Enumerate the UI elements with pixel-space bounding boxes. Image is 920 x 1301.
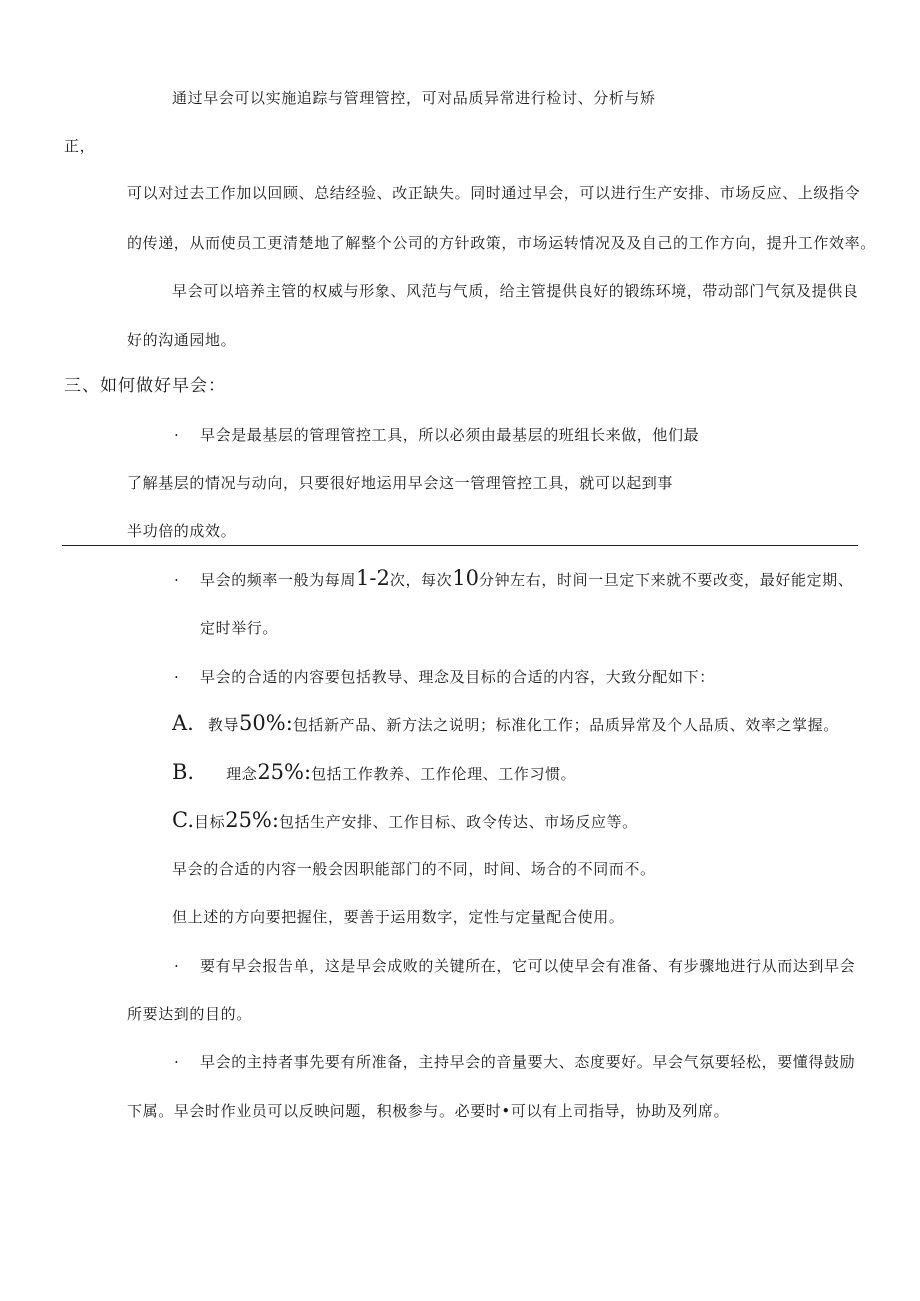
item-text: 包括新产品、新方法之说明；标准化工作；品质异常及个人品质、效率之掌握。	[292, 716, 839, 734]
number: 1-2	[356, 566, 390, 590]
horizontal-rule	[62, 545, 858, 546]
bullet-line: 了解基层的情况与动向，只要很好地运用早会这一管理管控工具，就可以起到事	[127, 474, 674, 492]
bullet-line: 要有早会报告单，这是早会成败的关键所在，它可以使早会有准备、有步骤地进行从而达到早会	[200, 957, 856, 975]
item-letter: C.	[172, 808, 194, 832]
bullet-mark: ·	[174, 1053, 180, 1071]
text-segment: 次，每次	[389, 571, 453, 589]
bullet-line: 所要达到的目的。	[127, 1005, 252, 1023]
bullet-mark: ·	[174, 957, 180, 975]
paragraph-line: 通过早会可以实施追踪与管理管控，可对品质异常进行检讨、分析与矫	[172, 89, 656, 107]
bullet-line: 定时举行。	[200, 619, 279, 637]
item-label: 理念	[226, 765, 258, 783]
item-label: 教导	[207, 716, 240, 734]
bullet-line: 早会是最基层的管理管控工具，所以必须由最基层的班组长来做，他们最	[200, 426, 700, 444]
list-item-a	[172, 713, 839, 735]
text-segment: 早会的频率一般为每周	[200, 571, 357, 589]
bullet-mark: ·	[174, 571, 180, 589]
item-letter: B.	[172, 760, 195, 784]
bullet-line: 下属。早会时作业员可以反映问题，积极参与。必要时•可以有上司指导，协助及列席。	[127, 1102, 730, 1120]
note-line: 但上述的方向要把握住，要善于运用数字，定性与定量配合使用。	[172, 908, 625, 926]
paragraph-line: 可以对过去工作加以回顾、总结经验、改正缺失。同时通过早会，可以进行生产安排、市场反应、上级指令	[127, 184, 861, 202]
paragraph-line: 的传递，从而使员工更清楚地了解整个公司的方针政策，市场运转情况及及自己的工作方向，提升工作效率。	[127, 234, 876, 252]
list-item-b	[172, 762, 576, 784]
item-letter: A.	[172, 711, 194, 735]
item-percent: 25%:	[257, 760, 312, 784]
bullet-line: 半功倍的成效。	[127, 522, 237, 540]
text-segment: 分钟左右，时间一旦定下来就不要改变，最好能定期、	[478, 571, 854, 589]
bullet-mark: ·	[174, 426, 180, 444]
bullet-line	[200, 568, 853, 590]
bullet-line: 早会的合适的内容要包括教导、理念及目标的合适的内容，大致分配如下：	[200, 668, 715, 686]
item-percent: 25%:	[225, 808, 279, 832]
list-item-c	[172, 810, 638, 832]
item-percent: 50%:	[239, 711, 293, 735]
bullet-mark: ·	[174, 668, 180, 686]
number: 10	[452, 566, 479, 590]
bullet-line: 早会的主持者事先要有所准备，主持早会的音量要大、态度要好。早会气氛要轻松，要懂得鼓励	[200, 1053, 856, 1071]
paragraph-line: 早会可以培养主管的权威与形象、风范与气质，给主管提供良好的锻练环境，带动部门气氛及提供良	[172, 282, 859, 300]
section-heading: 三、如何做好早会：	[64, 376, 226, 396]
note-line: 早会的合适的内容一般会因职能部门的不同，时间、场合的不同而不。	[172, 860, 656, 878]
item-label: 目标	[194, 813, 226, 831]
paragraph-line: 好的沟通园地。	[127, 331, 237, 349]
paragraph-line: 正，	[64, 137, 96, 155]
item-text: 包括工作教养、工作伦理、工作习惯。	[311, 765, 577, 783]
item-text: 包括生产安排、工作目标、政令传达、市场反应等。	[278, 813, 638, 831]
